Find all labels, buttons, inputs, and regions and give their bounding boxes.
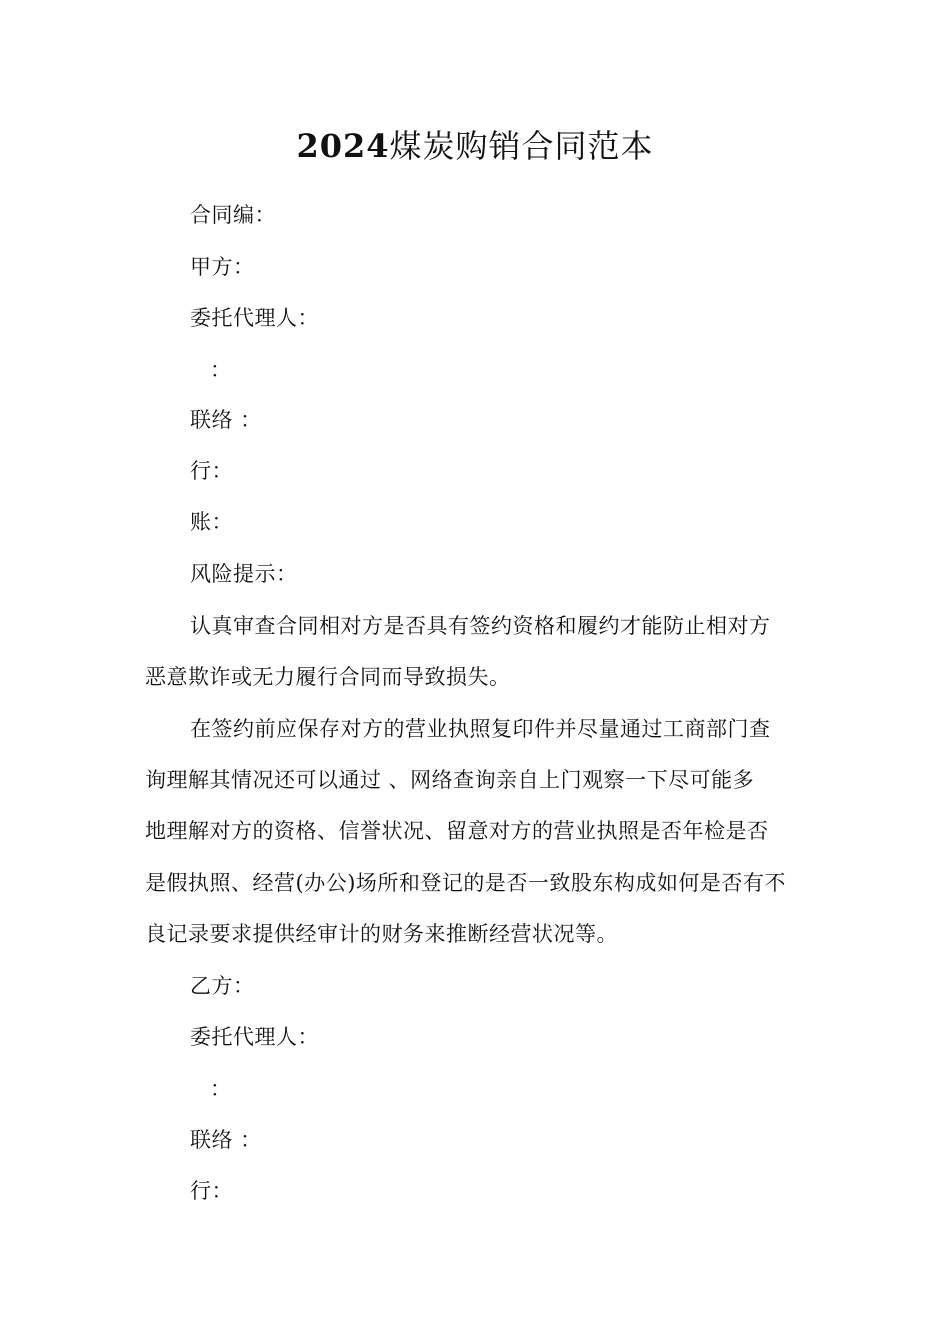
risk-paragraph-1-line-1: 认真审查合同相对方是否具有签约资格和履约才能防止相对方 [190,614,771,638]
party-b-blank-label: ： [210,1077,232,1101]
risk-paragraph-2-line-1: 在签约前应保存对方的营业执照复印件并尽量通过工商部门查 [190,717,771,741]
title-text: 煤炭购销合同范本 [389,127,654,165]
risk-paragraph-2-line-5: 良记录要求提供经审计的财务来推断经营状况等。 [145,922,618,946]
risk-paragraph-2-line-2: 询理解其情况还可以通过 、网络查询亲自上门观察一下尽可能多 [145,768,755,792]
title-year: 2024 [296,127,390,165]
party-b-bank-label: 行： [190,1179,233,1203]
document-title [0,124,950,168]
risk-paragraph-2-line-4: 是假执照、经营(办公)场所和登记的是否一致股东构成如何是否有不 [145,871,786,895]
party-a-bank-label: 行： [190,459,233,483]
party-b-contact-label: 联络 ： [190,1128,262,1152]
party-b-label: 乙方： [190,974,255,998]
risk-heading: 风险提示： [190,562,298,586]
contract-number-label: 合同编： [190,203,276,227]
party-a-agent-label: 委托代理人： [190,306,319,330]
party-a-contact-label: 联络 ： [190,408,262,432]
party-a-account-label: 账： [190,510,233,534]
risk-paragraph-2-line-3: 地理解对方的资格、信誉状况、留意对方的营业执照是否年检是否 [145,819,769,843]
party-a-label: 甲方： [190,255,255,279]
party-a-blank-label: ： [210,358,232,382]
party-b-agent-label: 委托代理人： [190,1025,319,1049]
risk-paragraph-1-line-2: 恶意欺诈或无力履行合同而导致损失。 [145,665,511,689]
